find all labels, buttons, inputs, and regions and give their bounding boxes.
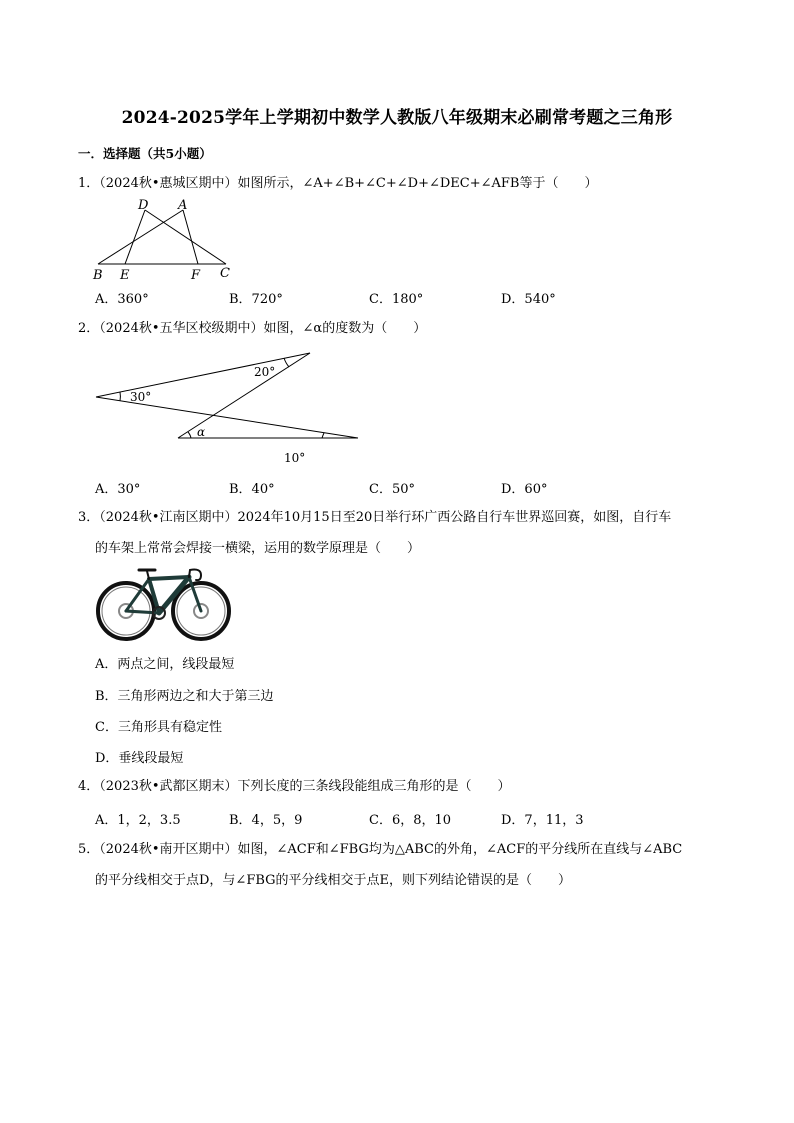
line-left-to-top [96,353,310,397]
q4-option-a: A．1，2，3.5 [95,813,181,828]
segment-de [125,210,145,264]
q1-option-d: D．540° [501,292,556,307]
label-e: E [120,268,130,283]
q2-option-c: C．50° [369,482,415,497]
label-f: F [191,268,201,283]
q2-option-b: B．40° [229,482,275,497]
q3-option-b: B．三角形两边之和大于第三边 [95,689,274,704]
question-5-text-line2: 的平分线相交于点D，与∠FBG的平分线相交于点E，则下列结论错误的是（ ） [95,873,572,888]
question-3-text-line2: 的车架上常常会焊接一横梁，运用的数学原理是（ ） [95,541,421,556]
q3-option-d: D．垂线段最短 [95,751,184,766]
bicycle-image [93,563,233,643]
question-2-text: 2．（2024秋•五华区校级期中）如图，∠α的度数为（ ） [78,321,427,336]
bike-frame [126,577,201,613]
arc-10 [322,433,324,438]
question-5-text-line1: 5．（2024秋•南开区期中）如图，∠ACF和∠FBG均为△ABC的外角，∠ACF的平分线所在直线与∠ABC [78,842,683,857]
question-3-text-line1: 3．（2024秋•江南区期中）2024年10月15日至20日举行环广西公路自行车世界巡回赛，如图，自行车 [78,510,672,525]
q4-option-d: D．7，11，3 [501,813,584,828]
q3-option-c: C．三角形具有稳定性 [95,720,222,735]
label-10-deg: 10° [284,451,306,465]
label-b: B [93,268,103,283]
q4-option-b: B．4，5，9 [229,813,303,828]
q1-option-a: A．360° [95,292,149,307]
question-2-figure [88,345,368,470]
q1-option-b: B．720° [229,292,283,307]
label-30-deg: 30° [130,390,152,404]
q2-option-d: D．60° [501,482,548,497]
question-1-figure [88,195,238,285]
label-d: D [138,198,149,213]
q2-option-a: A．30° [95,482,141,497]
label-a: A [178,198,188,213]
label-20-deg: 20° [254,365,276,379]
q3-option-a: A．两点之间，线段最短 [95,657,235,672]
q1-option-c: C．180° [369,292,424,307]
section-heading: 一．选择题（共5小题） [78,146,212,161]
page-title: 2024-2025学年上学期初中数学人教版八年级期末必刷常考题之三角形 [121,108,673,128]
label-alpha: α [197,425,206,439]
arc-20 [284,358,289,367]
question-4-text: 4．（2023秋•武都区期末）下列长度的三条线段能组成三角形的是（ ） [78,779,511,794]
q4-option-c: C．6，8，10 [369,813,452,828]
segment-ab [98,210,183,264]
question-1-text: 1．（2024秋•惠城区期中）如图所示，∠A+∠B+∠C+∠D+∠DEC+∠AFB等于（ ） [78,176,598,191]
label-c: C [220,266,230,281]
arc-alpha [188,432,191,438]
